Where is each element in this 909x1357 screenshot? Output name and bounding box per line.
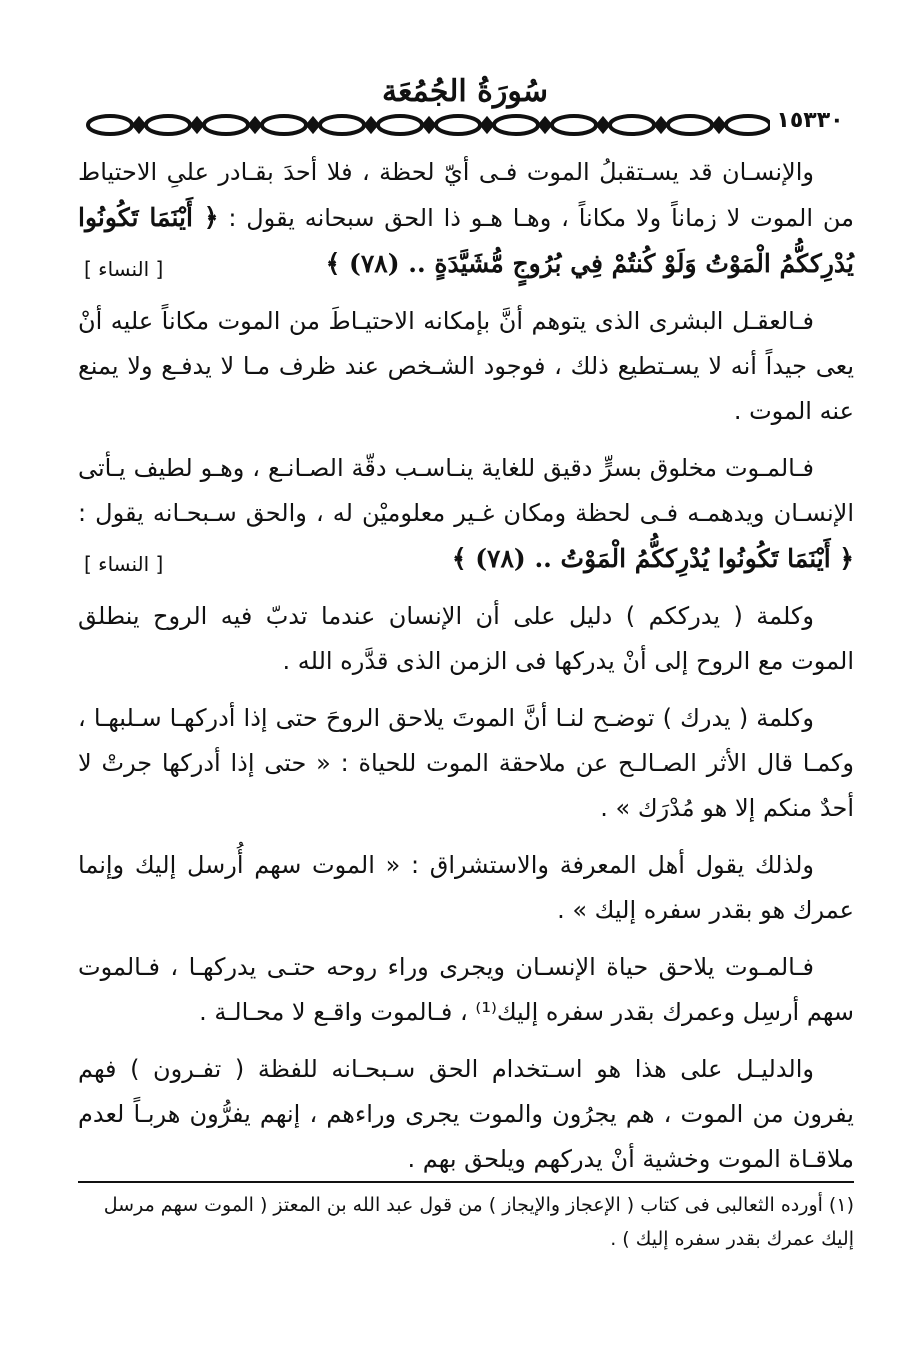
ornament-link — [668, 116, 712, 134]
ornament-diamond — [714, 119, 724, 131]
ornament-link — [204, 116, 248, 134]
body-text — [78, 150, 854, 1194]
page-number: ١٥٣٣٠ — [776, 108, 844, 133]
paragraph — [78, 299, 854, 434]
paragraph-text: والدليـل على هذا هو اسـتخدام الحق سـبحـانه للفظة ( تفـرون ) فهم يفرون من الموت ، هم يجرُون والموت يجرى وراءهم ، إنهم يفرُّون هربـاً لعدم ملاقـاة الموت وخشية أنْ يدركهم ويلحق بهم . — [78, 1055, 854, 1173]
paragraph — [78, 594, 854, 684]
ornament-diamond — [308, 119, 318, 131]
surah-reference: [ النساء ] — [84, 257, 164, 281]
ornament-link — [610, 116, 654, 134]
paragraph-text: فـالعقـل البشرى الذى يتوهم أنَّ بإمكانه الاحتيـاطَ من الموت مكاناً عليه أنْ يعى جيداً أنه لا يسـتطيع ذلك ، فوجود الشـخص عند ظرف مـا لا يدفـع ولا يمنع عنه الموت . — [78, 307, 854, 425]
ornament-link — [494, 116, 538, 134]
ornament-diamond — [366, 119, 376, 131]
ornament-diamond — [598, 119, 608, 131]
paragraph-text: ولذلك يقول أهل المعرفة والاستشراق : « الموت سهم أُرسل إليك وإنما عمرك هو بقدر سفره إليك » . — [78, 851, 854, 924]
footnote-separator — [78, 1181, 854, 1183]
ornament-diamond — [482, 119, 492, 131]
ornament-diamond — [656, 119, 666, 131]
paragraph-text: وكلمة ( يدرك ) توضـح لنـا أنَّ الموتَ يلاحق الروحَ حتى إذا أدركهـا سـلبهـا ، وكمـا قال الأثر الصـالـح عن ملاحقة الموت للحياة : « حتى إذا أدركها جرتْ لا أحدٌ منكم إلا هو مُدْرَك » . — [78, 704, 854, 822]
quran-verse: ﴿ أَيْنَمَا تَكُونُوا يُدْرِككُّمُ الْمَوْتُ .. (٧٨) ﴾ — [451, 544, 854, 573]
quran-verse: ﴿ أَيْنَمَا تَكُونُوا يُدْرِككُّمُ الْمَوْتُ وَلَوْ كُنتُمْ فِي بُرُوجٍ مُّشَيَّدَةٍ .. (٧٨) ﴾ — [78, 203, 854, 278]
page-header — [80, 70, 850, 160]
paragraph — [78, 446, 854, 582]
paragraph — [78, 150, 854, 287]
ornament-link — [726, 116, 770, 134]
surah-reference: [ النساء ] — [84, 552, 164, 576]
paragraph-text: فـالمـوت يلاحق حياة الإنسـان ويجرى وراء روحه حتـى يدركهـا ، فـالموت سهم أرسِل وعمرك بقدر سفره إليك⁽¹⁾ ، فـالموت واقـع لا محـالـة . — [78, 953, 854, 1026]
footnote: (١) أورده الثعالبى فى كتاب ( الإعجاز والإيجاز ) من قول عبد الله بن المعتز ( الموت سهم مرسل إليك عمرك بقدر سفره إليك ) . — [103, 1194, 854, 1250]
paragraph-text: وكلمة ( يدرككم ) دليل على أن الإنسان عندما تدبّ فيه الروح ينطلق الموت مع الروح إلى أنْ يدركها فى الزمن الذى قدَّره الله . — [78, 602, 854, 675]
ornament-diamond — [192, 119, 202, 131]
paragraph-text: فـالمـوت مخلوق بسرٍّ دقيق للغاية ينـاسـب دقّة الصـانـع ، وهـو لطيف يـأتى الإنسـان ويدهمـه فـى لحظة ومكان غـير معلوميْن له ، والحق سـبحـانه يقول : — [78, 454, 854, 527]
paragraph — [78, 1047, 854, 1182]
ornament-diamond — [250, 119, 260, 131]
ornament-diamond — [134, 119, 144, 131]
paragraph — [78, 696, 854, 831]
ornament-diamond — [540, 119, 550, 131]
ornament-link — [88, 116, 132, 134]
ornament-link — [378, 116, 422, 134]
paragraph-text: والإنسـان قد يسـتقبلُ الموت فـى أيّ لحظة ، فلا أحدَ بقـادر علىِ الاحتياط من الموت لا زماناً ولا مكاناً ، وهـا هـو ذا الحق سبحانه يقول : — [78, 158, 854, 232]
ornament-link — [320, 116, 364, 134]
ornament-link — [146, 116, 190, 134]
paragraph — [78, 945, 854, 1035]
ornament-link — [436, 116, 480, 134]
ornament-link — [262, 116, 306, 134]
surah-title: سُورَةُ الجُمُعَة — [381, 74, 549, 109]
ornament-link — [552, 116, 596, 134]
paragraph — [78, 843, 854, 933]
ornament-diamond — [424, 119, 434, 131]
ornamental-border — [80, 110, 770, 140]
